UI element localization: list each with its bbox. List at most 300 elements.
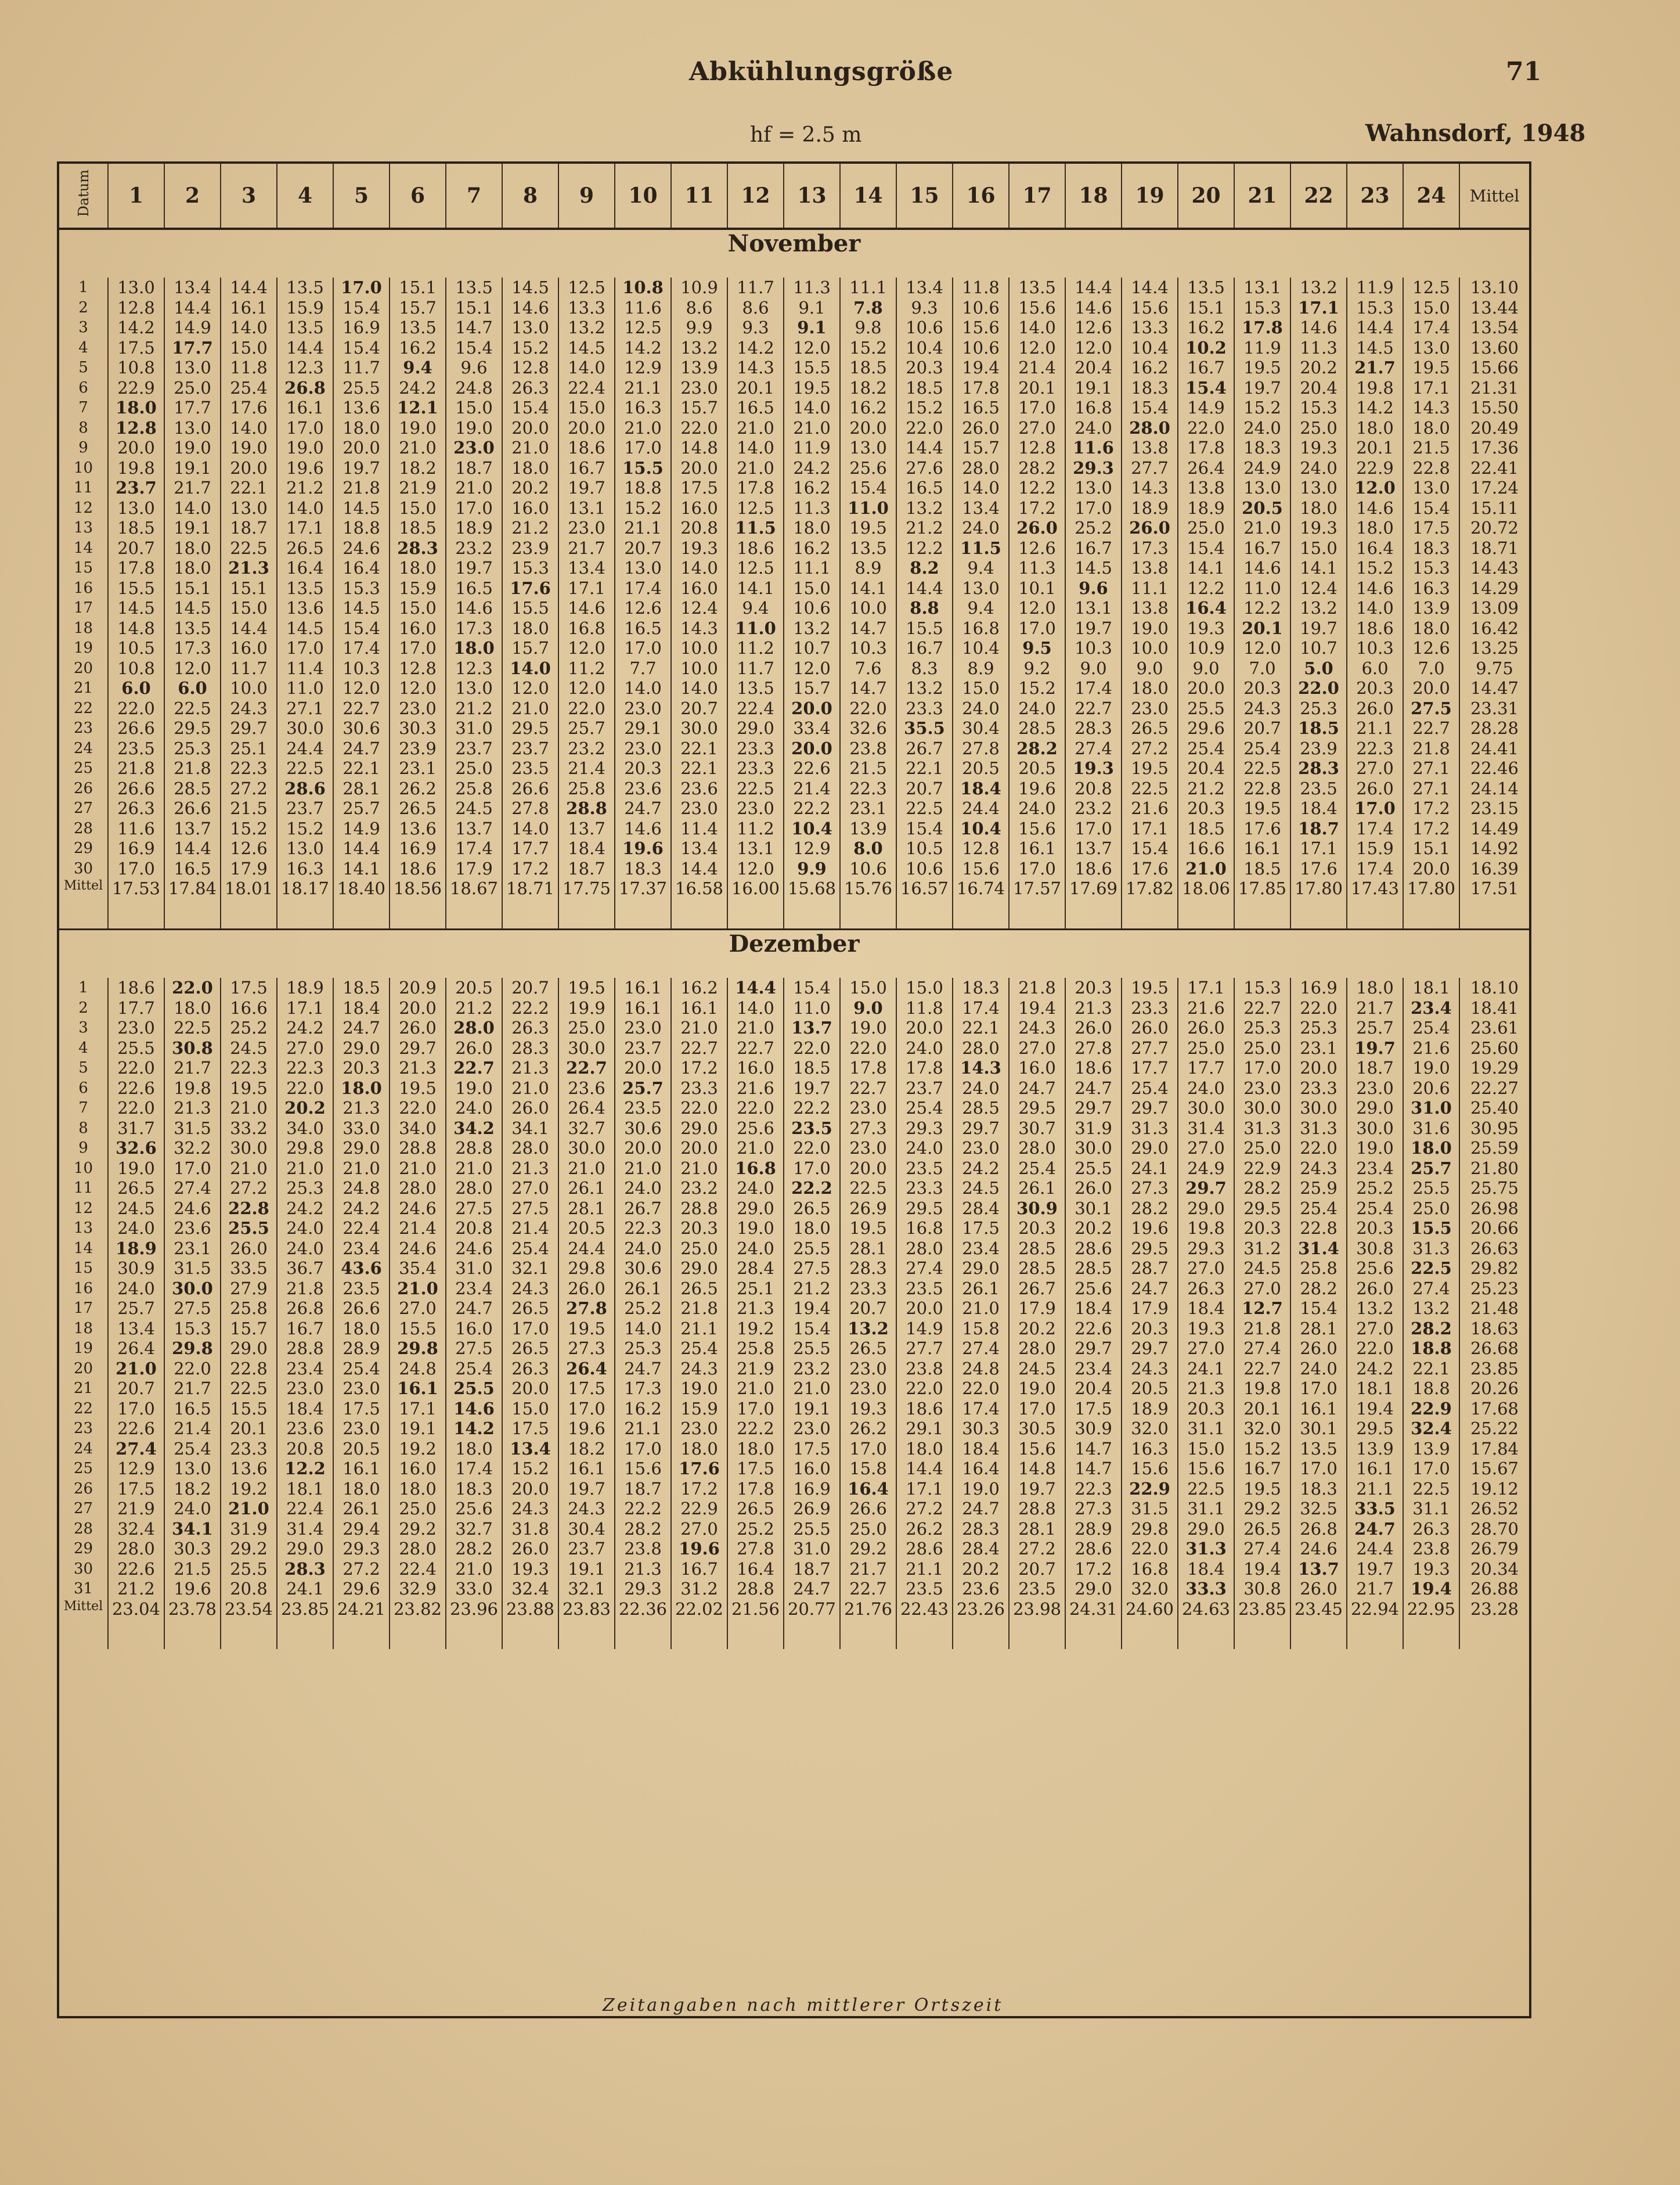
hour-value-cell [1009,1579,1065,1599]
hour-value-cell [1234,278,1290,378]
monthly-mean-value: 16.57 [896,879,953,930]
value: 22.1 [680,738,718,758]
monthly-mean-value: 22.36 [615,1599,671,1649]
value: 15.2 [1356,558,1394,578]
hour-value-cell [1122,978,1178,1078]
value: 14.0 [230,417,268,438]
value: 17.6 [1300,858,1337,879]
hour-value-cell [277,278,333,378]
hour-value-cell [784,1279,840,1379]
value: 19.0 [117,1158,155,1178]
value: 15.0 [399,498,437,518]
value: 15.2 [1243,1438,1281,1459]
value: 26.79 [1470,1539,1519,1558]
value: 17.7 [511,838,549,858]
value: 23.1 [1300,1038,1337,1058]
value: 28.2 [1018,458,1056,478]
value: 16.9 [1300,978,1337,998]
value: 12.8 [399,658,437,678]
value: 15.5 [511,598,549,618]
day-group-row [59,678,1529,779]
hour-value-cell [615,678,671,779]
value: 17.2 [1018,498,1056,518]
hour-value-cell [108,378,164,478]
value: 16.4 [848,1478,889,1499]
value: 29.8 [286,1138,324,1158]
hour-value-cell [502,278,558,378]
value: 26.98 [1470,1198,1519,1218]
value: 17.4 [343,638,380,658]
hour-value-cell [840,978,896,1078]
value: 19.3 [1187,1318,1225,1338]
value: 18.0 [1356,417,1394,438]
monthly-mean-value: 24.60 [1122,1599,1178,1649]
value: 25.2 [1356,1178,1394,1198]
value: 16.6 [1187,838,1225,858]
value: 25.4 [1356,1198,1394,1218]
value: 16.42 [1470,618,1519,638]
value: 20.8 [230,1579,268,1599]
day-number: 2 [78,999,88,1017]
value: 22.0 [174,1358,211,1378]
value: 27.0 [286,1038,324,1058]
value: 24.2 [286,1018,324,1038]
value: 15.6 [1187,1459,1225,1478]
day-numbers [59,678,108,779]
hour-value-cell [558,578,615,679]
hour-value-cell [1234,678,1290,779]
hour-value-cell [502,378,558,478]
value: 25.22 [1470,1419,1519,1438]
hour-value-cell [446,678,502,779]
value: 14.5 [343,498,380,518]
hour-value-cell [1122,1579,1178,1599]
value: 24.0 [962,1078,1000,1098]
hour-value-cell [615,1078,671,1179]
value: 21.0 [455,478,493,498]
value: 14.5 [1075,558,1112,578]
value: 17.0 [455,498,493,518]
value: 13.2 [1356,1298,1394,1318]
value: 26.5 [849,1338,887,1358]
value: 13.6 [343,398,380,417]
value: 15.4 [793,1318,831,1338]
value: 9.0 [853,998,883,1018]
value: 15.2 [230,818,268,838]
value: 21.4 [399,1218,437,1238]
value: 28.0 [399,1539,437,1558]
value: 12.2 [1018,478,1056,498]
value: 21.0 [399,1158,437,1178]
value: 18.0 [343,1318,380,1338]
value: 19.4 [962,358,1000,377]
value: 25.8 [455,778,493,798]
value: 16.5 [962,398,1000,417]
hour-header: 10 [615,164,671,229]
value: 15.1 [1187,297,1225,318]
value: 15.7 [230,1318,268,1338]
value: 19.7 [343,458,380,478]
value: 28.7 [1131,1258,1169,1278]
value: 19.1 [1075,377,1112,398]
value: 14.2 [117,318,155,337]
value: 12.0 [1018,598,1056,618]
value: 26.3 [511,1358,549,1378]
value: 27.5 [455,1198,493,1218]
hour-value-cell [727,578,784,679]
value: 19.1 [174,518,211,538]
value: 26.5 [680,1278,718,1298]
value: 14.0 [680,558,718,578]
value: 19.0 [849,1018,887,1038]
value: 22.46 [1470,758,1519,778]
value: 15.5 [622,458,664,478]
value: 28.3 [284,1558,326,1579]
value: 14.8 [1018,1459,1056,1478]
hour-value-cell [1347,1279,1403,1379]
hour-value-cell [446,779,502,879]
value: 25.4 [1412,1018,1450,1038]
value: 19.5 [1412,358,1450,377]
value: 28.9 [1075,1518,1112,1539]
value: 29.0 [1131,1138,1169,1158]
value: 26.0 [568,1278,605,1298]
monthly-mean-value: 18.06 [1178,879,1234,930]
value: 15.1 [174,578,211,598]
day-numbers [59,1279,108,1379]
day-number: 19 [73,1340,93,1357]
value: 13.6 [286,598,324,618]
value: 24.2 [1356,1358,1394,1378]
value: 25.4 [1300,1198,1337,1218]
hour-value-cell [333,578,390,679]
value: 21.8 [174,758,211,778]
value: 23.2 [793,1358,831,1378]
value: 21.0 [624,417,662,438]
hour-value-cell [1009,1078,1065,1179]
value: 12.4 [1300,578,1337,598]
day-number: 10 [73,459,93,477]
value: 13.4 [962,498,1000,518]
value: 13.9 [1412,598,1450,618]
value: 21.6 [1187,998,1225,1018]
value: 16.9 [343,318,380,337]
value: 21.2 [793,1278,831,1298]
value: 20.3 [680,1218,718,1238]
value: 23.0 [286,1378,324,1398]
value: 14.7 [455,318,493,337]
value: 16.4 [1356,538,1394,558]
hour-value-cell [164,978,221,1078]
value: 17.0 [1018,618,1056,638]
value: 20.0 [1412,858,1450,879]
value: 22.8 [1412,458,1450,478]
value: 24.0 [1018,698,1056,718]
hour-header: 16 [953,164,1009,229]
value: 9.4 [742,598,769,618]
value: 13.4 [174,278,211,297]
hour-value-cell [221,1078,277,1179]
hour-value-cell [164,578,221,679]
value: 43.6 [341,1258,382,1278]
value: 19.0 [1018,1378,1056,1398]
value: 28.0 [453,1018,495,1038]
value: 12.6 [624,598,662,618]
value: 12.7 [1242,1298,1283,1318]
value: 17.0 [341,278,382,297]
value: 24.0 [117,1278,155,1298]
value: 23.7 [116,478,157,498]
value: 6.0 [121,678,151,698]
hour-value-cell [1065,578,1122,679]
value: 9.8 [855,318,882,337]
value: 17.5 [230,978,268,998]
value: 22.6 [117,1078,155,1098]
value: 17.5 [343,1398,380,1419]
value: 13.5 [1187,278,1225,297]
value: 14.6 [568,598,605,618]
value: 27.4 [116,1438,157,1459]
value: 22.5 [230,538,268,558]
value: 18.5 [1187,818,1225,838]
value: 20.7 [680,698,718,718]
value: 24.1 [1187,1358,1225,1378]
value: 28.9 [343,1338,380,1358]
value: 17.9 [1131,1298,1169,1318]
value: 21.3 [228,558,269,578]
value: 30.5 [1018,1419,1056,1438]
value: 17.0 [1018,858,1056,879]
value: 29.5 [1243,1198,1281,1218]
hour-value-cell [390,1279,446,1379]
value: 18.6 [1075,858,1112,879]
hour-value-cell [164,1078,221,1179]
value: 22.7 [343,698,380,718]
monthly-mean-value: 15.68 [784,879,840,930]
value: 17.9 [455,858,493,879]
value: 17.6 [679,1459,720,1478]
day-number: 12 [73,1199,93,1217]
value: 18.0 [399,558,437,578]
value: 23.9 [1300,738,1337,758]
value: 17.4 [624,578,662,598]
value: 13.0 [1412,478,1450,498]
value: 21.1 [680,1318,718,1338]
value: 24.0 [117,1218,155,1238]
hour-value-cell [1290,278,1347,378]
value: 20.5 [343,1438,380,1459]
value: 31.1 [1187,1419,1225,1438]
day-number: 1 [78,979,88,996]
value: 17.6 [1243,818,1281,838]
hour-value-cell [277,678,333,779]
day-number: 24 [73,739,93,757]
value: 27.0 [1018,1038,1056,1058]
value: 19.6 [568,1419,605,1438]
day-number: 6 [78,1079,88,1097]
value: 20.7 [849,1298,887,1318]
value: 14.4 [1356,318,1394,337]
value: 18.0 [174,998,211,1018]
hour-value-cell [1290,578,1347,679]
value: 22.0 [117,698,155,718]
value: 20.72 [1470,518,1519,538]
value: 13.7 [174,818,211,838]
value: 18.6 [1356,618,1394,638]
monthly-mean-value: 16.58 [671,879,727,930]
value: 29.8 [397,1338,438,1358]
value: 18.3 [455,1478,493,1499]
value: 14.9 [906,1318,943,1338]
value: 18.0 [511,618,549,638]
day-number: 28 [73,1520,93,1538]
value: 25.3 [624,1338,662,1358]
value: 22.8 [228,1198,269,1218]
value: 24.1 [1131,1158,1169,1178]
value: 18.0 [453,638,495,658]
value: 21.0 [511,1078,549,1098]
hour-value-cell [896,478,953,578]
value: 22.5 [1243,758,1281,778]
value: 24.3 [680,1358,718,1378]
day-number: 23 [73,1420,93,1437]
hour-value-cell [446,1479,502,1579]
value: 34.1 [172,1518,213,1539]
value: 27.4 [1243,1539,1281,1558]
value: 19.0 [1131,618,1169,638]
value: 16.5 [174,858,211,879]
value: 8.0 [853,838,883,858]
monthly-mean-value: 17.37 [615,879,671,930]
value: 24.3 [230,698,268,718]
monthly-mean-value: 17.80 [1290,879,1347,930]
value: 13.2 [906,498,943,518]
hour-value-cell [727,1078,784,1179]
value: 21.2 [286,478,324,498]
value: 14.7 [1075,1459,1112,1478]
value: 28.0 [455,1178,493,1198]
value: 24.0 [1300,1358,1337,1378]
value: 28.6 [1075,1238,1112,1258]
daily-mean-cell [1459,978,1529,1078]
value: 22.2 [793,798,831,818]
value: 25.2 [737,1518,774,1539]
value: 26.3 [1187,1278,1225,1298]
value: 19.0 [737,1218,774,1238]
monthly-mean-value: 17.85 [1234,879,1290,930]
value: 18.7 [1356,1058,1394,1078]
value: 21.4 [511,1218,549,1238]
value: 16.39 [1470,858,1519,879]
monthly-mean-value: 17.69 [1065,879,1122,930]
value: 22.1 [906,758,943,778]
value: 12.0 [1354,478,1396,498]
value: 19.4 [1356,1398,1394,1419]
value: 22.4 [399,1558,437,1579]
value: 25.0 [1243,1038,1281,1058]
value: 21.0 [1185,858,1227,879]
value: 20.5 [1018,758,1056,778]
day-number: 27 [73,800,93,817]
hour-value-cell [896,678,953,779]
hour-value-cell [1403,1279,1459,1379]
hour-value-cell [390,779,446,879]
value: 23.9 [399,738,437,758]
value: 17.8 [962,377,1000,398]
value: 14.4 [906,578,943,598]
value: 22.9 [1356,458,1394,478]
day-number: 18 [73,1319,93,1337]
value: 29.7 [399,1038,437,1058]
value: 14.1 [343,858,380,879]
value: 23.6 [624,778,662,798]
value: 25.2 [230,1018,268,1038]
value: 30.8 [172,1038,213,1058]
hour-header: 5 [333,164,390,229]
value: 19.5 [1243,798,1281,818]
value: 13.7 [1298,1558,1339,1579]
value: 14.7 [1075,1438,1112,1459]
value: 28.3 [849,1258,887,1278]
value: 16.7 [1243,1459,1281,1478]
hour-value-cell [1009,1378,1065,1479]
value: 13.7 [1075,838,1112,858]
value: 24.7 [343,1018,380,1038]
value: 17.1 [1412,377,1450,398]
value: 17.24 [1470,478,1519,498]
value: 22.6 [117,1419,155,1438]
monthly-mean-value: 22.95 [1403,1599,1459,1649]
value: 15.0 [793,578,831,598]
value: 13.0 [1412,337,1450,358]
value: 28.0 [1018,1138,1056,1158]
value: 19.5 [1131,978,1169,998]
value: 27.2 [343,1558,380,1579]
value: 30.3 [174,1539,211,1558]
value: 29.5 [906,1198,943,1218]
value: 21.3 [624,1558,662,1579]
hour-value-cell [1234,1579,1290,1599]
value: 30.9 [117,1258,155,1278]
value: 23.3 [906,1178,943,1198]
value: 27.8 [566,1298,607,1318]
day-number: 16 [73,579,93,597]
value: 32.1 [568,1579,605,1599]
value: 16.9 [793,1478,831,1499]
value: 28.1 [1018,1518,1056,1539]
hour-value-cell [1234,779,1290,879]
value: 10.5 [906,838,943,858]
value: 19.5 [1243,358,1281,377]
value: 16.0 [511,498,549,518]
value: 10.0 [230,678,268,698]
value: 14.6 [1300,318,1337,337]
value: 24.7 [1354,1518,1396,1539]
hour-header: 3 [221,164,277,229]
value: 19.3 [511,1558,549,1579]
value: 17.2 [1412,798,1450,818]
value: 31.3 [1412,1238,1450,1258]
value: 28.4 [737,1258,774,1278]
value: 29.0 [1187,1518,1225,1539]
value: 17.1 [1131,818,1169,838]
hour-header: 8 [502,164,558,229]
hour-value-cell [840,478,896,578]
day-number: 1 [78,279,88,296]
value: 11.3 [793,278,831,297]
value: 21.3 [737,1298,774,1318]
value: 12.9 [793,838,831,858]
